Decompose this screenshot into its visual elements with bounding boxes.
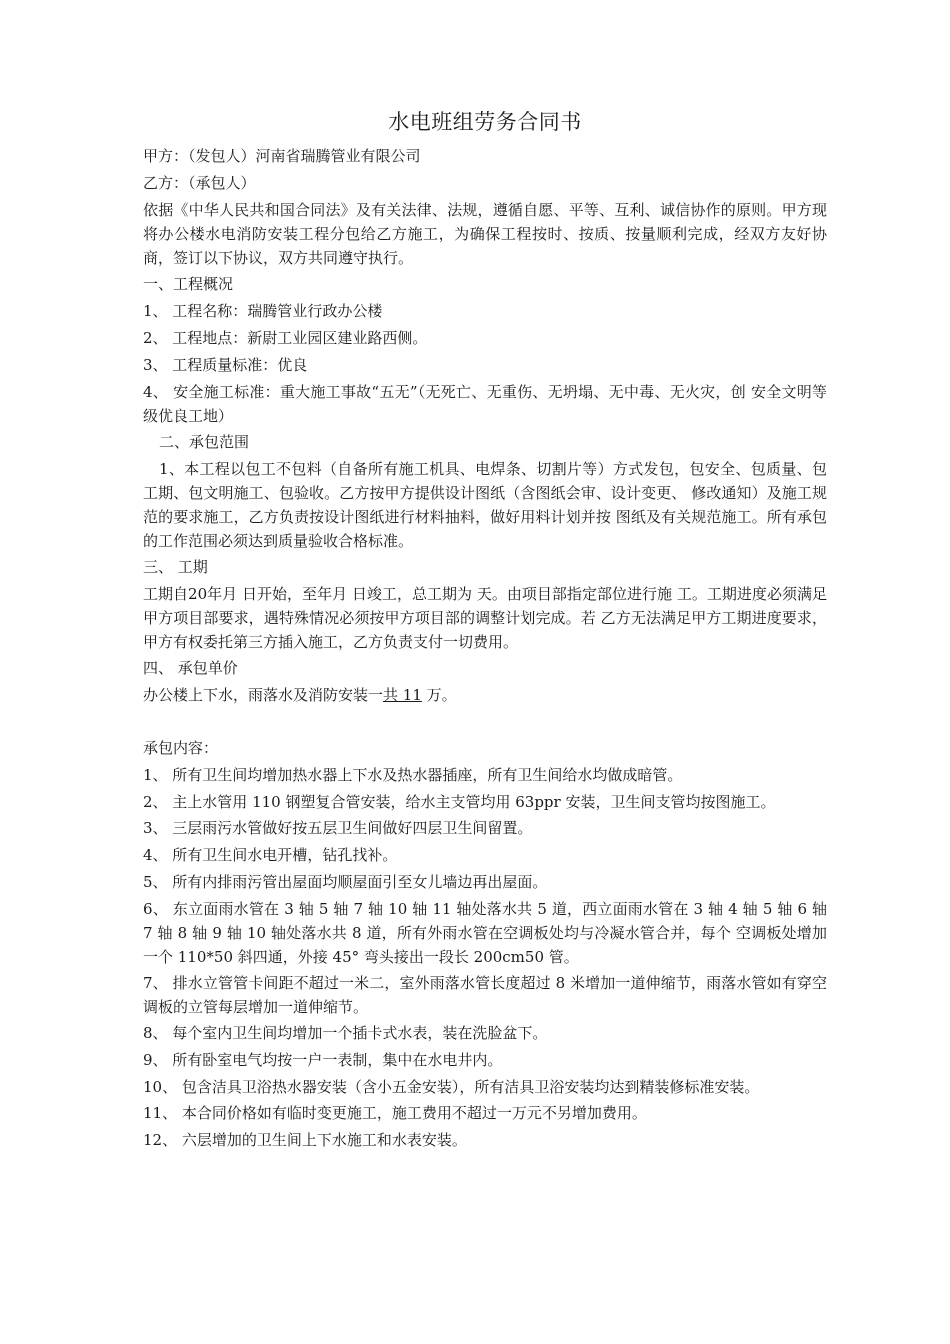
section2-heading: 二、承包范围: [159, 433, 250, 451]
preamble-paragraph: 依据《中华人民共和国合同法》及有关法律、法规，遵循自愿、平等、互利、诚信协作的原则。甲方现将办公楼水电消防安装工程分包给乙方施工，为确保工程按时、按质、按量顺利完成，经双方友好协商，签订以下协议，双方共同遵守执行。: [143, 201, 827, 267]
content-list: [143, 763, 827, 1153]
list-item: 4、 所有卫生间水电开槽，钻孔找补。: [143, 846, 398, 864]
section2-body: 1、本工程以包工不包料（自备所有施工机具、电焊条、切割片等）方式发包，包安全、包质量、包工期、包文明施工、包验收。乙方按甲方提供设计图纸（含图纸会审、设计变更、 修改通知）及施工规范的要求施工，乙方负责按设计图纸进行材料抽料，做好用料计划并按 图纸及有关规范施工。所有承包的工作范围必须达到质量验收合格标准。: [143, 460, 827, 550]
section1-heading: 一、工程概况: [143, 275, 234, 293]
section3-heading: 三、 工期: [143, 558, 208, 576]
section4-heading: 四、 承包单价: [143, 659, 238, 677]
section1-item: 3、 工程质量标准：优良: [143, 356, 308, 374]
list-item: 8、 每个室内卫生间均增加一个插卡式水表，装在洗脸盆下。: [143, 1024, 548, 1042]
content-heading: 承包内容：: [143, 739, 219, 757]
price-line: [143, 683, 827, 708]
list-item: 1、 所有卫生间均增加热水器上下水及热水器插座，所有卫生间给水均做成暗管。: [143, 766, 683, 784]
list-item: 5、 所有内排雨污管出屋面均顺屋面引至女儿墙边再出屋面。: [143, 873, 548, 891]
section1-item: 2、 工程地点：新尉工业园区建业路西侧。: [143, 329, 428, 347]
list-item: 7、 排水立管管卡间距不超过一米二，室外雨落水管长度超过 8 米增加一道伸缩节，雨落水管如有穿空调板的立管每层增加一道伸缩节。: [143, 974, 827, 1016]
list-item: 6、 东立面雨水管在 3 轴 5 轴 7 轴 10 轴 11 轴处落水共 5 道，西立面雨水管在 3 轴 4 轴 5 轴 6 轴 7 轴 8 轴 9 轴 10 轴处落水共 8 道，所有外雨水管在空调板处均与冷凝水管合并，每个 空调板处增加一个 110*50 斜四通，外接 45° 弯头接出一段长 200cm50 管。: [143, 900, 827, 966]
price-prefix: 办公楼上下水，雨落水及消防安装一: [143, 686, 384, 704]
section1-item: 1、 工程名称：瑞腾管业行政办公楼: [143, 302, 383, 320]
list-item: 12、 六层增加的卫生间上下水施工和水表安装。: [143, 1131, 467, 1149]
list-item: 11、 本合同价格如有临时变更施工，施工费用不超过一万元不另增加费用。: [143, 1104, 647, 1122]
document-page: [143, 104, 827, 1155]
document-title: 水电班组劳务合同书: [388, 110, 582, 134]
list-item: 9、 所有卧室电气均按一户一表制，集中在水电井内。: [143, 1051, 503, 1069]
list-item: 2、 主上水管用 110 钢塑复合管安装，给水主支管均用 63ppr 安装，卫生间支管均按图施工。: [143, 793, 776, 811]
price-suffix: 万。: [421, 686, 457, 704]
list-item: 10、 包含洁具卫浴热水器安装（含小五金安装），所有洁具卫浴安装均达到精装修标准安装。: [143, 1078, 760, 1096]
blank-line: [143, 710, 827, 736]
section3-body: 工期自20年月 日开始，至年月 日竣工，总工期为 天。由项目部指定部位进行施 工。工期进度必须满足甲方项目部要求，遇特殊情况必须按甲方项目部的调整计划完成。若 乙方无法满足甲方工期进度要求，甲方有权委托第三方插入施工，乙方负责支付一切费用。: [143, 585, 827, 651]
party-a-line: 甲方：（发包人）河南省瑞腾管业有限公司: [143, 147, 421, 165]
party-b-line: 乙方：（承包人）: [143, 174, 256, 192]
list-item: 3、 三层雨污水管做好按五层卫生间做好四层卫生间留置。: [143, 819, 533, 837]
section1-item: 4、 安全施工标准：重大施工事故“五无”（无死亡、无重伤、无坍塌、无中毒、无火灾，创 安全文明等级优良工地）: [143, 383, 827, 425]
price-amount: 共 11: [383, 686, 422, 704]
